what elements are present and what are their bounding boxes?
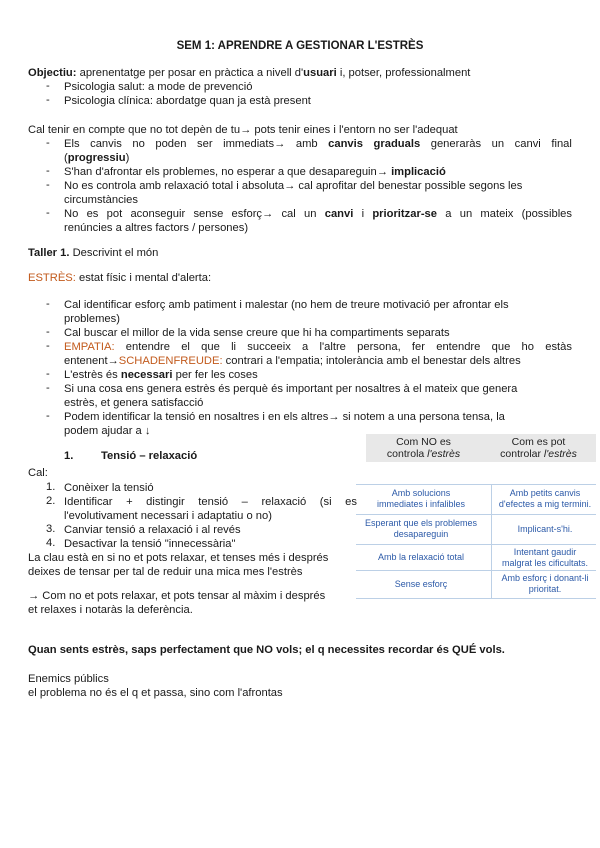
list-item: EMPATIA: entendre el que li succeeix a l'altre persona, fer entendre que ho estàs entenent→SCHADENFREUDE: contrari a l'empatia; intolerància amb el benestar dels altres	[64, 341, 572, 367]
paragraph: La clau està en si no et pots relaxar, et tenses més i després deixes de tensar per tal de reduir una mica mes l'estrès	[28, 552, 329, 578]
table-cell: Amb esforç i donant-li prioritat.	[501, 573, 589, 594]
list-item: Psicologia salut: a mode de prevenció	[64, 81, 253, 93]
section-title: Tensió – relaxació	[101, 450, 198, 462]
column-header: Com NO es controla l'estrès	[386, 436, 461, 460]
objective-line: Objectiu: aprenentatge per posar en pràctica a nivell d'usuari i, potser, professionalment	[28, 67, 471, 79]
step-item: Desactivar la tensió "innecessària"	[64, 538, 236, 550]
list-item: S'han d'afrontar els problemes, no esperar a que desapareguin→ implicació	[64, 166, 446, 178]
table-cell: Amb petits canvis d'efectes a mig termini.	[498, 488, 592, 509]
section-number: 1.	[64, 450, 74, 462]
list-item: Cal identificar esforç amb patiment i malestar (no hem de treure motivació per afrontar els problemes)	[64, 299, 509, 325]
table-header	[366, 434, 596, 462]
objective-label: Objectiu:	[28, 67, 77, 79]
list-item: Podem identificar la tensió en nosaltres i en els altres→ si notem a una persona tensa, la podem ajudar a ↓	[64, 411, 505, 437]
enemies-line: Enemics públics	[28, 673, 109, 685]
table-cell: Sense esforç	[394, 579, 448, 589]
table-cell: Implicant-s'hi.	[517, 524, 573, 534]
step-item: Canviar tensió a relaxació i al revés	[64, 524, 241, 536]
list-item: Els canvis no poden ser immediats→ amb canvis graduals generaràs un canvi final (progressiu)	[64, 138, 572, 164]
table-cell: Amb la relaxació total	[377, 552, 465, 562]
list-item: Si una cosa ens genera estrès és perquè és important per nosaltres à el mateix que genera estrès, et genera satisfacció	[64, 383, 518, 409]
cal-label: Cal:	[28, 467, 48, 479]
workshop-heading: Taller 1. Descrivint el món	[28, 247, 159, 259]
table-cell: Esperant que els problemes desapareguin	[364, 518, 478, 539]
list-item: No es controla amb relaxació total i absoluta→ cal aprofitar del benestar possible segons les circumstàncies	[64, 180, 523, 206]
step-item: Conèixer la tensió	[64, 482, 154, 494]
stress-definition: ESTRÈS: estat físic i mental d'alerta:	[28, 272, 212, 284]
column-header: Com es pot controlar l'estrès	[500, 436, 577, 460]
consider-intro: Cal tenir en compte que no tot depèn de tu→ pots tenir eines i l'entorn no ser l'adequat	[28, 124, 458, 136]
table-cell: Intentant gaudir malgrat les cificultats.	[501, 547, 589, 568]
list-item: Cal buscar el millor de la vida sense creure que hi ha compartiments separats	[64, 327, 450, 339]
paragraph: → Com no et pots relaxar, et pots tensar al màxim i després et relaxes i notaràs la deferència.	[28, 590, 326, 616]
page-title: SEM 1: APRENDRE A GESTIONAR L'ESTRÈS	[176, 40, 424, 52]
closing-line: el problema no és el q et passa, sino com l'afrontas	[28, 687, 283, 699]
list-item: Psicologia clínica: abordatge quan ja està present	[64, 95, 311, 107]
table-cell: Amb solucions immediates i infalibles	[376, 488, 466, 509]
highlight-statement: Quan sents estrès, saps perfectament que NO vols; el q necessites recordar és QUÉ vols.	[28, 644, 505, 656]
list-item: No es pot aconseguir sense esforç→ cal un canvi i prioritzar-se a un mateix (possibles renúncies a altres factors / persones)	[64, 208, 572, 234]
step-item: Identificar + distingir tensió – relaxació (si es l'evolutivament necessari i adaptatiu o no)	[64, 496, 357, 522]
list-item: L'estrès és necessari per fer les coses	[64, 369, 258, 381]
